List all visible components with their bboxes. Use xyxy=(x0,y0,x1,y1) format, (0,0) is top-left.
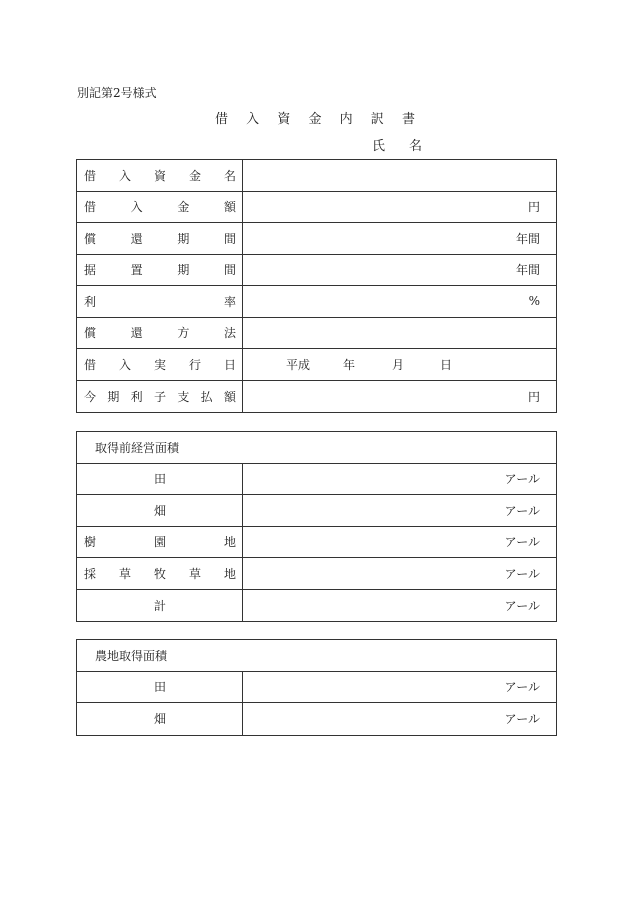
pasture-area-field[interactable] xyxy=(243,558,556,589)
unit-label: 円 xyxy=(527,200,540,215)
row-label: 畑 xyxy=(77,495,243,526)
table-row xyxy=(77,703,556,735)
unit-label: 年間 xyxy=(515,263,540,278)
row-label: 借 入 金 額 xyxy=(77,192,243,223)
acquired-farmland-area-table xyxy=(76,639,557,736)
table-row xyxy=(77,349,556,381)
month-label: 月 xyxy=(392,357,405,372)
orchard-area-field[interactable] xyxy=(243,527,556,558)
section-heading: 農地取得面積 xyxy=(77,640,556,672)
upland-field-area-field[interactable] xyxy=(243,495,556,526)
title-char: 資 xyxy=(277,112,291,127)
row-label: 樹 園 地 xyxy=(77,527,243,558)
repayment-period-field[interactable] xyxy=(243,223,556,254)
repayment-method-field[interactable] xyxy=(243,318,556,349)
unit-label: アール xyxy=(504,680,540,695)
loan-execution-date-field[interactable] xyxy=(243,349,556,380)
grace-period-field[interactable] xyxy=(243,255,556,286)
row-label: 計 xyxy=(77,590,243,622)
unit-label: アール xyxy=(504,472,540,487)
section-heading: 取得前経営面積 xyxy=(77,432,556,464)
row-label: 利 率 xyxy=(77,286,243,317)
table-row xyxy=(77,590,556,622)
acquired-rice-field-area-field[interactable] xyxy=(243,672,556,703)
unit-label: アール xyxy=(504,503,540,518)
unit-label: アール xyxy=(504,712,540,727)
unit-label: アール xyxy=(504,566,540,581)
title-char: 訳 xyxy=(370,112,384,127)
row-label: 借 入 実 行 日 xyxy=(77,349,243,380)
title-char: 金 xyxy=(308,112,322,127)
table-row xyxy=(77,286,556,318)
acquired-upland-field-area-field[interactable] xyxy=(243,703,556,735)
title-char: 借 xyxy=(215,112,229,127)
year-label: 年 xyxy=(343,357,356,372)
name-label xyxy=(372,135,422,154)
unit-label: アール xyxy=(504,598,540,613)
table-row xyxy=(77,495,556,527)
interest-paid-field[interactable] xyxy=(243,381,556,413)
unit-label: % xyxy=(528,294,540,309)
row-label: 畑 xyxy=(77,703,243,735)
table-row xyxy=(77,160,556,192)
table-row xyxy=(77,464,556,496)
name-char: 氏 xyxy=(372,139,386,154)
title-char: 入 xyxy=(246,112,260,127)
unit-label: 円 xyxy=(527,389,540,404)
name-char: 名 xyxy=(408,139,422,154)
rice-field-area-field[interactable] xyxy=(243,464,556,495)
pre-acquisition-area-table xyxy=(76,431,557,622)
row-label: 採 草 牧 草 地 xyxy=(77,558,243,589)
loan-fund-name-field[interactable] xyxy=(243,160,556,191)
unit-label: アール xyxy=(504,535,540,550)
unit-label: 年間 xyxy=(515,231,540,246)
table-row xyxy=(77,558,556,590)
title-char: 内 xyxy=(339,112,353,127)
table-row xyxy=(77,381,556,413)
table-row xyxy=(77,223,556,255)
row-label: 償 還 方 法 xyxy=(77,318,243,349)
row-label: 償 還 期 間 xyxy=(77,223,243,254)
loan-details-table xyxy=(76,159,557,413)
row-label: 今 期 利 子 支 払 額 xyxy=(77,381,243,413)
interest-rate-field[interactable] xyxy=(243,286,556,317)
row-label: 田 xyxy=(77,672,243,703)
row-label: 田 xyxy=(77,464,243,495)
day-label: 日 xyxy=(440,357,453,372)
table-row xyxy=(77,192,556,224)
table-row xyxy=(77,527,556,559)
document-title xyxy=(215,108,415,127)
table-row xyxy=(77,672,556,704)
row-label: 借 入 資 金 名 xyxy=(77,160,243,191)
table-row xyxy=(77,318,556,350)
loan-amount-field[interactable] xyxy=(243,192,556,223)
form-number: 別記第2号様式 xyxy=(77,86,157,100)
title-char: 書 xyxy=(401,112,415,127)
table-row xyxy=(77,255,556,287)
row-label: 据 置 期 間 xyxy=(77,255,243,286)
total-area-field[interactable] xyxy=(243,590,556,622)
era-label: 平成 xyxy=(286,357,311,372)
